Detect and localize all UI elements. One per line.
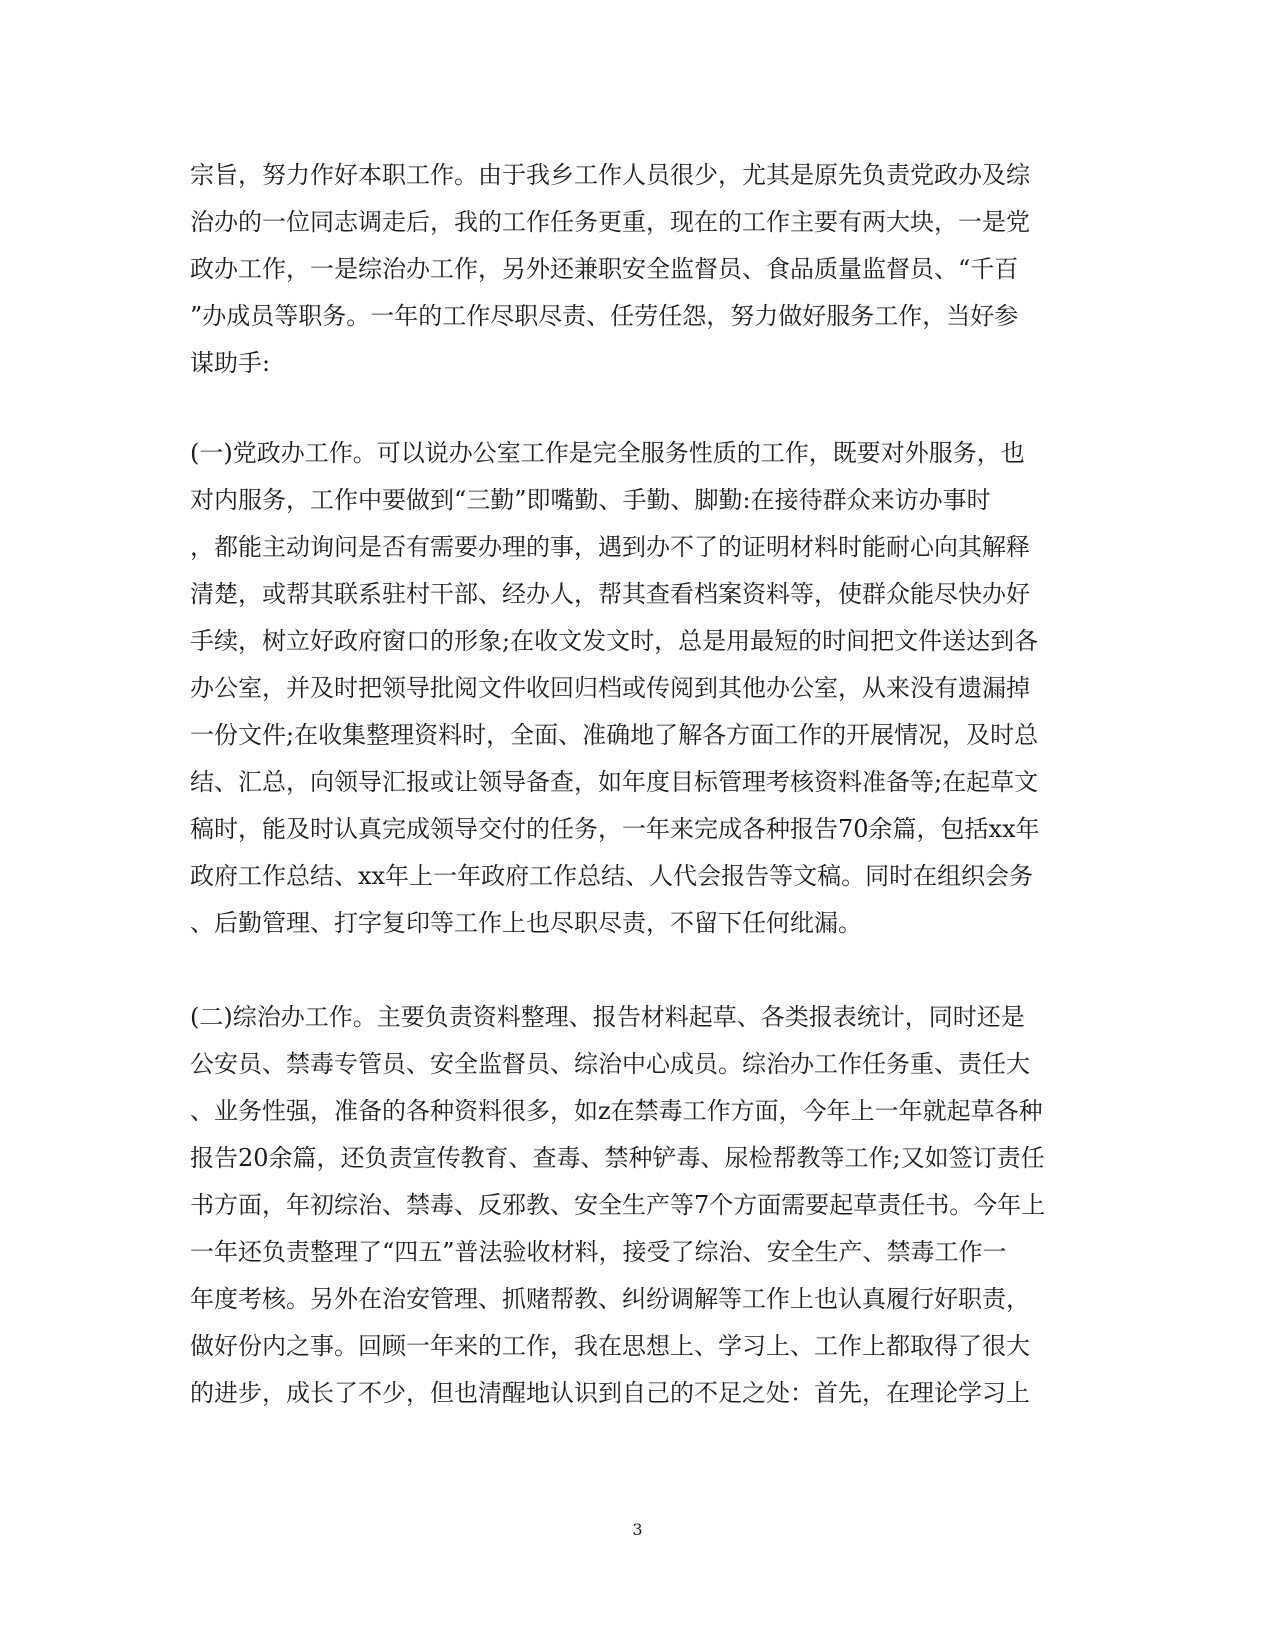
text-line: 政办工作，一是综治办工作，另外还兼职安全监督员、食品质量监督员、“千百	[190, 255, 1019, 283]
text-line: 一份文件;在收集整理资料时，全面、准确地了解各方面工作的开展情况，及时总	[190, 721, 1039, 749]
text-line: 治办的一位同志调走后，我的工作任务更重，现在的工作主要有两大块，一是党	[190, 208, 1030, 236]
text-line: 公安员、禁毒专管员、安全监督员、综治中心成员。综治办工作任务重、责任大	[190, 1050, 1030, 1078]
text-line: 、后勤管理、打字复印等工作上也尽职尽责，不留下任何纰漏。	[190, 909, 862, 937]
text-line: 办公室，并及时把领导批阅文件收回归档或传阅到其他办公室，从来没有遗漏掉	[190, 674, 1030, 702]
text-line: 一年还负责整理了“四五”普法验收材料，接受了综治、安全生产、禁毒工作一	[190, 1238, 1007, 1266]
text-line: ，都能主动询问是否有需要办理的事，遇到办不了的证明材料时能耐心向其解释	[190, 533, 1030, 561]
text-line: 对内服务，工作中要做到“三勤”即嘴勤、手勤、脚勤:在接待群众来访办事时	[190, 486, 991, 514]
text-line: 政府工作总结、xx年上一年政府工作总结、人代会报告等文稿。同时在组织会务	[190, 862, 1034, 890]
text-line: 清楚，或帮其联系驻村干部、经办人，帮其查看档案资料等，使群众能尽快办好	[190, 580, 1030, 608]
page-number: 3	[632, 1520, 643, 1539]
text-line: 结、汇总，向领导汇报或让领导备查，如年度目标管理考核资料准备等;在起草文	[190, 768, 1039, 796]
text-line: 谋助手:	[190, 349, 271, 377]
text-line: 做好份内之事。回顾一年来的工作，我在思想上、学习上、工作上都取得了很大	[190, 1332, 1030, 1360]
text-line: 手续，树立好政府窗口的形象;在收文发文时，总是用最短的时间把文件送达到各	[190, 627, 1039, 655]
text-line: 宗旨，努力作好本职工作。由于我乡工作人员很少，尤其是原先负责党政办及综	[190, 161, 1030, 189]
text-line: 报告20余篇，还负责宣传教育、查毒、禁种铲毒、尿检帮教等工作;又如签订责任	[190, 1144, 1045, 1172]
text-line: 年度考核。另外在治安管理、抓赌帮教、纠纷调解等工作上也认真履行好职责，	[190, 1285, 1030, 1313]
text-line: ”办成员等职务。一年的工作尽职尽责、任劳任怨，努力做好服务工作，当好参	[190, 302, 1019, 330]
text-line: 、业务性强，准备的各种资料很多，如z在禁毒工作方面，今年上一年就起草各种	[190, 1097, 1043, 1125]
text-line: (二)综治办工作。主要负责资料整理、报告材料起草、各类报表统计，同时还是	[190, 1003, 1025, 1031]
text-line: 书方面，年初综治、禁毒、反邪教、安全生产等7个方面需要起草责任书。今年上	[190, 1191, 1046, 1219]
text-line: 的进步，成长了不少，但也清醒地认识到自己的不足之处：首先，在理论学习上	[190, 1379, 1030, 1407]
text-line: 稿时，能及时认真完成领导交付的任务，一年来完成各种报告70余篇，包括xx年	[190, 815, 1040, 843]
text-line: (一)党政办工作。可以说办公室工作是完全服务性质的工作，既要对外服务，也	[190, 439, 1025, 467]
